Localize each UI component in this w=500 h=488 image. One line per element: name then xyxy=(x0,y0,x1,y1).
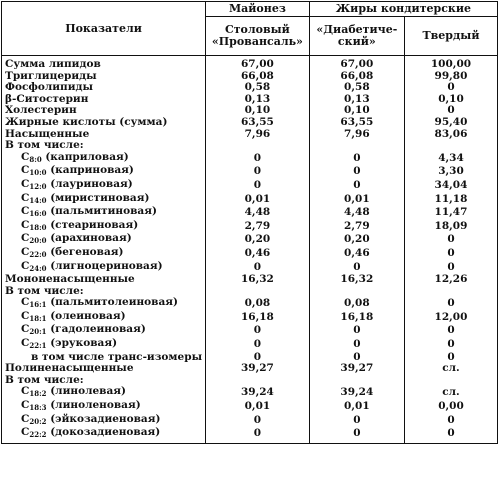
lipid-composition-table xyxy=(1,1,498,444)
value-solid: 0 xyxy=(404,414,497,428)
row-label-text: Полиненасыщенные xyxy=(5,362,134,375)
table-row xyxy=(2,261,498,275)
row-label-text: (миристиновая) xyxy=(46,191,150,204)
row-label-text: Жирные кислоты (сумма) xyxy=(5,115,168,128)
row-label xyxy=(2,400,206,414)
value-diabetic: 16,18 xyxy=(309,311,404,325)
row-label-text: (олеиновая) xyxy=(46,309,126,322)
value-diabetic: 0 xyxy=(309,261,404,275)
value-solid xyxy=(404,286,497,298)
row-label xyxy=(2,261,206,275)
table-row xyxy=(2,152,498,166)
row-label xyxy=(2,338,206,352)
row-label xyxy=(2,386,206,400)
row-label-text: (докозадиеновая) xyxy=(46,426,161,439)
row-label-text: β-Ситостерин xyxy=(5,92,89,105)
value-provansal: 7,96 xyxy=(206,129,310,141)
row-label xyxy=(2,152,206,166)
table-row xyxy=(2,324,498,338)
acid-subscript: 14:0 xyxy=(29,195,47,205)
row-label-text: (каприновая) xyxy=(46,164,134,177)
value-provansal: 0,20 xyxy=(206,233,310,247)
value-provansal: 67,00 xyxy=(206,56,310,71)
row-label xyxy=(2,311,206,325)
table-row xyxy=(2,179,498,193)
value-provansal: 0 xyxy=(206,427,310,443)
acid-subscript: 10:0 xyxy=(29,168,47,178)
value-provansal: 0 xyxy=(206,261,310,275)
row-label xyxy=(2,297,206,311)
value-solid: 0 xyxy=(404,105,497,117)
value-provansal: 0,01 xyxy=(206,400,310,414)
value-diabetic: 0 xyxy=(309,352,404,364)
row-label-text: (лауриновая) xyxy=(46,177,133,190)
acid-subscript: 20:0 xyxy=(29,236,47,246)
acid-symbol: C xyxy=(21,191,30,204)
table-row xyxy=(2,206,498,220)
acid-symbol: C xyxy=(21,323,30,336)
acid-symbol: C xyxy=(21,426,30,439)
value-provansal xyxy=(206,140,310,152)
value-solid: 4,34 xyxy=(404,152,497,166)
value-diabetic: 0 xyxy=(309,427,404,443)
table-row xyxy=(2,338,498,352)
value-provansal: 0,13 xyxy=(206,94,310,106)
header-provansal: Столовый «Провансаль» xyxy=(206,17,310,56)
value-solid: 0,00 xyxy=(404,400,497,414)
value-solid: 0 xyxy=(404,338,497,352)
value-diabetic: 4,48 xyxy=(309,206,404,220)
value-diabetic: 67,00 xyxy=(309,56,404,71)
value-diabetic: 7,96 xyxy=(309,129,404,141)
value-provansal: 0 xyxy=(206,324,310,338)
value-solid: 12,00 xyxy=(404,311,497,325)
value-solid: 18,09 xyxy=(404,220,497,234)
row-label xyxy=(2,206,206,220)
value-diabetic: 0 xyxy=(309,414,404,428)
acid-subscript: 22:0 xyxy=(29,249,47,259)
value-diabetic: 0 xyxy=(309,324,404,338)
table-row xyxy=(2,220,498,234)
acid-symbol: C xyxy=(21,205,30,218)
acid-symbol: C xyxy=(21,296,30,309)
value-solid: 0 xyxy=(404,261,497,275)
acid-subscript: 18:3 xyxy=(29,403,47,413)
acid-symbol: C xyxy=(21,309,30,322)
value-provansal: 39,27 xyxy=(206,363,310,375)
row-label-text: (каприловая) xyxy=(41,150,129,163)
value-provansal: 0 xyxy=(206,414,310,428)
value-solid: сл. xyxy=(404,386,497,400)
acid-subscript: 22:2 xyxy=(29,430,47,440)
acid-symbol: C xyxy=(21,385,30,398)
header-mayonnaise: Майонез xyxy=(206,2,310,17)
row-label xyxy=(2,414,206,428)
table-body xyxy=(2,56,498,444)
value-provansal: 66,08 xyxy=(206,71,310,83)
row-label xyxy=(2,324,206,338)
acid-subscript: 18:1 xyxy=(29,313,47,323)
row-label xyxy=(2,247,206,261)
header-solid: Твердый xyxy=(404,17,497,56)
value-diabetic: 66,08 xyxy=(309,71,404,83)
value-provansal xyxy=(206,375,310,387)
table-row xyxy=(2,427,498,443)
value-solid: 100,00 xyxy=(404,56,497,71)
header-indicators: Показатели xyxy=(2,2,206,56)
table-row xyxy=(2,247,498,261)
value-provansal: 39,24 xyxy=(206,386,310,400)
header-confectionery-fats: Жиры кондитерские xyxy=(309,2,497,17)
value-solid: 0 xyxy=(404,297,497,311)
acid-subscript: 16:1 xyxy=(29,300,47,310)
value-diabetic xyxy=(309,140,404,152)
value-diabetic: 0,10 xyxy=(309,105,404,117)
value-provansal: 0,46 xyxy=(206,247,310,261)
table-row xyxy=(2,56,498,71)
row-label-text: (стеариновая) xyxy=(46,218,139,231)
value-solid xyxy=(404,375,497,387)
table-row xyxy=(2,311,498,325)
row-label xyxy=(2,56,206,71)
row-label-text: Холестерин xyxy=(5,104,77,117)
row-label-text: Сумма липидов xyxy=(5,58,101,70)
acid-subscript: 8:0 xyxy=(29,154,42,164)
table-row xyxy=(2,414,498,428)
value-solid xyxy=(404,140,497,152)
table-row xyxy=(2,386,498,400)
value-solid: 3,30 xyxy=(404,165,497,179)
value-solid: 83,06 xyxy=(404,129,497,141)
acid-symbol: C xyxy=(21,259,30,272)
value-solid: 0 xyxy=(404,352,497,364)
value-diabetic: 0,13 xyxy=(309,94,404,106)
row-label-text: В том числе: xyxy=(5,373,84,386)
row-label-text: (пальмитиновая) xyxy=(46,205,157,218)
row-label xyxy=(2,165,206,179)
value-provansal: 16,32 xyxy=(206,274,310,286)
acid-subscript: 12:0 xyxy=(29,181,47,191)
acid-subscript: 20:1 xyxy=(29,327,47,337)
value-diabetic: 39,27 xyxy=(309,363,404,375)
acid-symbol: C xyxy=(21,399,30,412)
value-diabetic: 0,01 xyxy=(309,400,404,414)
row-label-text: В том числе: xyxy=(5,139,84,152)
value-provansal: 0,58 xyxy=(206,82,310,94)
value-solid: 99,80 xyxy=(404,71,497,83)
value-diabetic: 0 xyxy=(309,179,404,193)
acid-symbol: C xyxy=(21,337,30,350)
row-label-text: (эйкозадиеновая) xyxy=(46,412,161,425)
acid-symbol: C xyxy=(21,164,30,177)
value-diabetic: 0,58 xyxy=(309,82,404,94)
value-provansal: 0,08 xyxy=(206,297,310,311)
row-label-text: Триглицериды xyxy=(5,69,97,82)
value-solid: сл. xyxy=(404,363,497,375)
value-diabetic: 16,32 xyxy=(309,274,404,286)
value-provansal: 0 xyxy=(206,338,310,352)
value-solid: 0 xyxy=(404,324,497,338)
row-label xyxy=(2,193,206,207)
row-label-text: В том числе: xyxy=(5,284,84,297)
value-diabetic: 39,24 xyxy=(309,386,404,400)
value-solid: 0 xyxy=(404,233,497,247)
row-label xyxy=(2,220,206,234)
acid-symbol: C xyxy=(21,177,30,190)
value-diabetic: 0,08 xyxy=(309,297,404,311)
acid-subscript: 16:0 xyxy=(29,209,47,219)
acid-subscript: 18:0 xyxy=(29,222,47,232)
row-label-text: (линолевая) xyxy=(46,385,126,398)
row-label-text: (пальмитолеиновая) xyxy=(46,296,179,309)
value-diabetic xyxy=(309,375,404,387)
value-solid: 34,04 xyxy=(404,179,497,193)
acid-symbol: C xyxy=(21,150,30,163)
row-label-text: (бегеновая) xyxy=(46,245,124,258)
row-label-text: (эруковая) xyxy=(46,337,118,350)
value-solid: 0 xyxy=(404,247,497,261)
acid-subscript: 20:2 xyxy=(29,416,47,426)
value-solid: 11,47 xyxy=(404,206,497,220)
value-diabetic: 2,79 xyxy=(309,220,404,234)
row-label-text: Фосфолипиды xyxy=(5,81,94,94)
value-solid: 95,40 xyxy=(404,117,497,129)
acid-symbol: C xyxy=(21,218,30,231)
acid-subscript: 18:2 xyxy=(29,389,47,399)
value-provansal xyxy=(206,286,310,298)
value-diabetic: 0 xyxy=(309,338,404,352)
value-provansal: 63,55 xyxy=(206,117,310,129)
value-provansal: 0 xyxy=(206,165,310,179)
row-label-text: (линоленовая) xyxy=(46,399,141,412)
row-label xyxy=(2,233,206,247)
table-row xyxy=(2,400,498,414)
value-provansal: 0 xyxy=(206,179,310,193)
row-label-text: Насыщенные xyxy=(5,127,90,140)
value-provansal: 0,01 xyxy=(206,193,310,207)
value-diabetic xyxy=(309,286,404,298)
acid-symbol: C xyxy=(21,412,30,425)
acid-symbol: C xyxy=(21,245,30,258)
row-label-text: (лигноцериновая) xyxy=(46,259,163,272)
table-row xyxy=(2,193,498,207)
value-solid: 0 xyxy=(404,82,497,94)
value-diabetic: 0 xyxy=(309,152,404,166)
value-solid: 0,10 xyxy=(404,94,497,106)
row-label-text: (арахиновая) xyxy=(46,232,132,245)
value-provansal: 2,79 xyxy=(206,220,310,234)
value-solid: 11,18 xyxy=(404,193,497,207)
row-label-text: Мононенасыщенные xyxy=(5,273,135,286)
table-row xyxy=(2,165,498,179)
row-label xyxy=(2,427,206,443)
value-provansal: 0,10 xyxy=(206,105,310,117)
value-diabetic: 0,20 xyxy=(309,233,404,247)
row-label xyxy=(2,179,206,193)
row-label-text: в том числе транс-изомеры xyxy=(31,350,203,363)
value-diabetic: 0 xyxy=(309,165,404,179)
acid-subscript: 24:0 xyxy=(29,263,47,273)
acid-subscript: 22:1 xyxy=(29,341,47,351)
value-provansal: 0 xyxy=(206,152,310,166)
value-provansal: 0 xyxy=(206,352,310,364)
value-provansal: 4,48 xyxy=(206,206,310,220)
row-label-text: (гадолеиновая) xyxy=(46,323,146,336)
header-diabetic: «Диабетиче-ский» xyxy=(309,17,404,56)
table-row xyxy=(2,233,498,247)
value-solid: 0 xyxy=(404,427,497,443)
table-header xyxy=(2,2,498,56)
value-diabetic: 63,55 xyxy=(309,117,404,129)
value-diabetic: 0,46 xyxy=(309,247,404,261)
acid-symbol: C xyxy=(21,232,30,245)
value-diabetic: 0,01 xyxy=(309,193,404,207)
table-row xyxy=(2,297,498,311)
value-solid: 12,26 xyxy=(404,274,497,286)
value-provansal: 16,18 xyxy=(206,311,310,325)
